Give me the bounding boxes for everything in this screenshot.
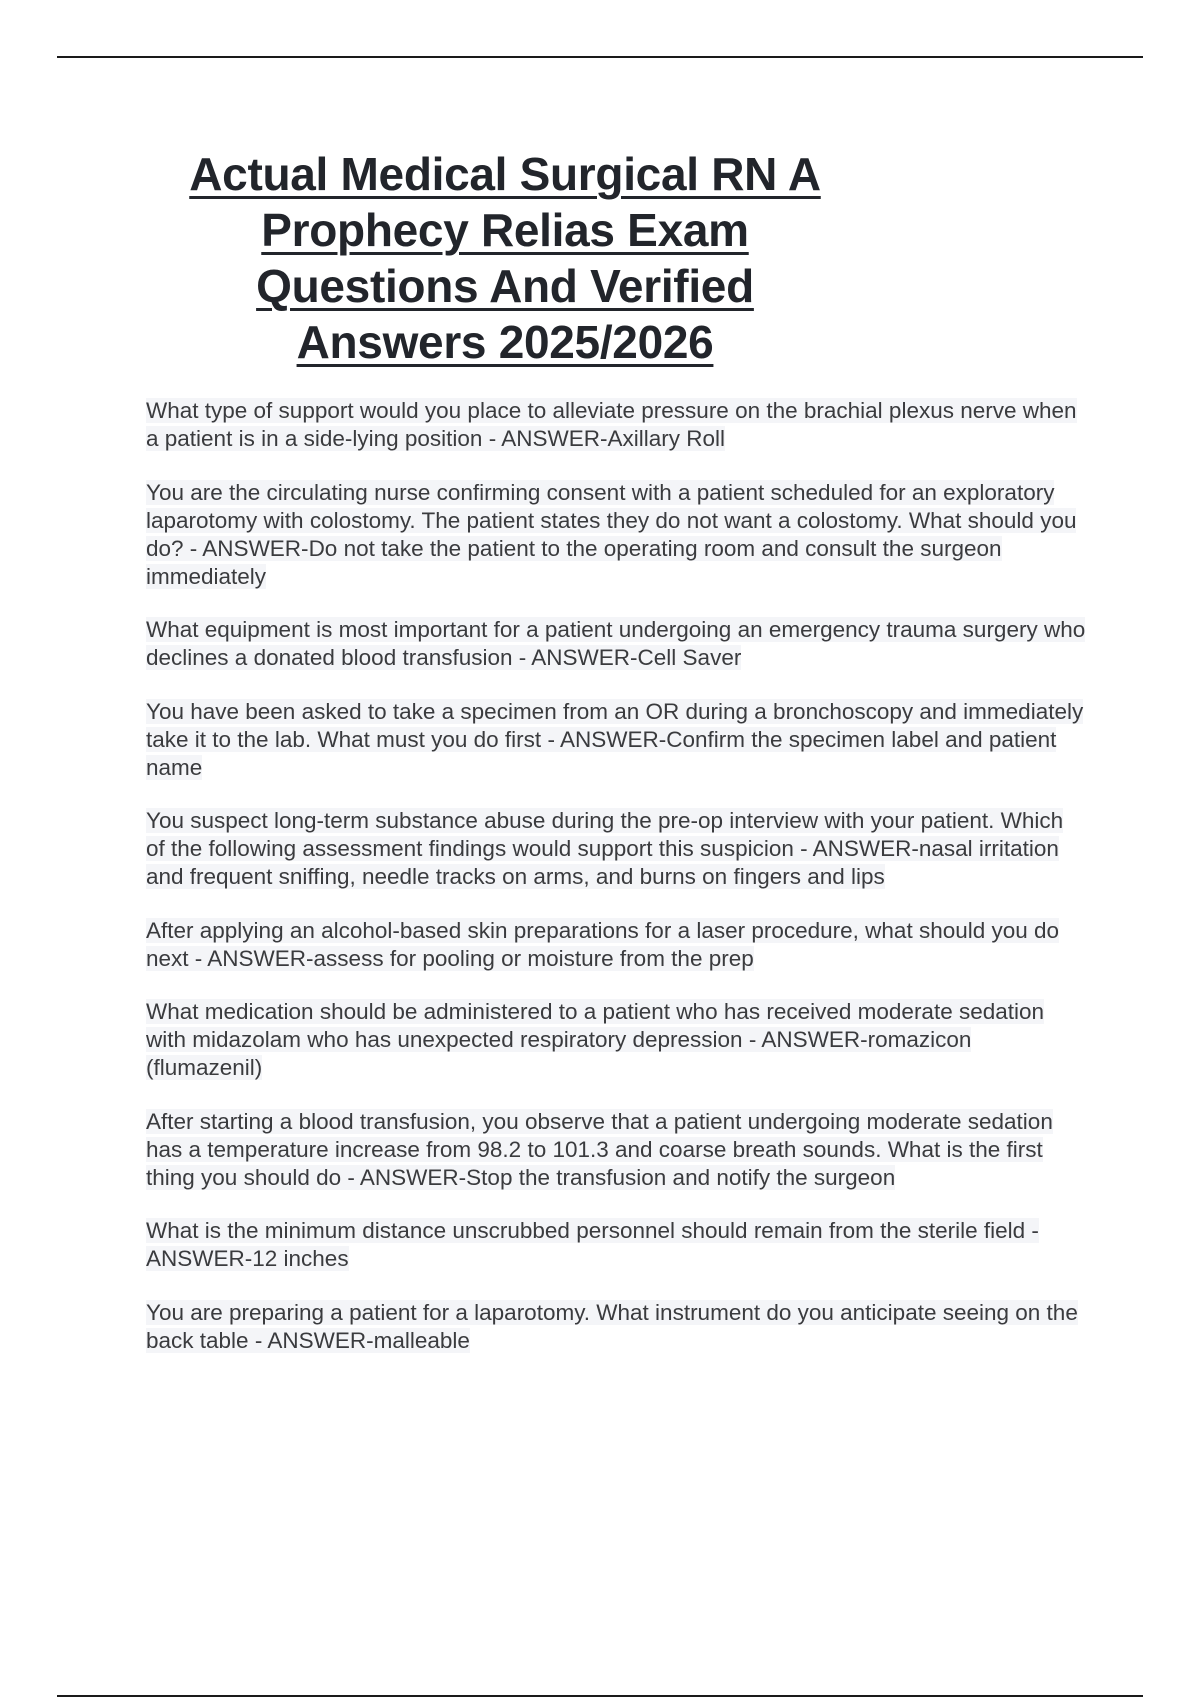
question-text: You have been asked to take a specimen from an OR during a bronchoscopy and immediately take it to the lab. What must you do first — [146, 698, 1084, 752]
qa-item — [146, 1217, 1086, 1273]
question-text: After applying an alcohol-based skin preparations for a laser procedure, what should you do next — [146, 917, 1060, 971]
qa-item — [146, 807, 1086, 891]
answer-separator: - ANSWER- — [341, 1164, 467, 1190]
question-text: What is the minimum distance unscrubbed personnel should remain from the sterile field — [146, 1218, 1026, 1243]
answer-text: romazicon (flumazenil) — [146, 1027, 972, 1080]
question-text: What medication should be administered to a patient who has received moderate sedation with midazolam who has unexpected respiratory depression — [146, 999, 1045, 1052]
question-text: You are preparing a patient for a laparotomy. What instrument do you anticipate seeing on the back table — [146, 1299, 1078, 1353]
qa-item — [146, 616, 1086, 672]
answer-separator: - ANSWER- — [146, 1218, 1039, 1271]
answer-separator: - ANSWER- — [512, 645, 638, 670]
question-text: You suspect long-term substance abuse during the pre-op interview with your patient. Which of the following assessment findings would support this suspicion — [146, 808, 1064, 861]
answer-separator: - ANSWER- — [188, 945, 314, 971]
answer-separator: - ANSWER- — [183, 535, 309, 561]
question-text: You are the circulating nurse confirming consent with a patient scheduled for an exploratory laparotomy with colostomy. The patient states they do not want a colostomy. What should you do? — [146, 479, 1077, 561]
answer-text: 12 inches — [252, 1246, 349, 1271]
qa-item — [146, 998, 1086, 1082]
answer-separator: - ANSWER- — [482, 426, 608, 451]
answer-separator: - ANSWER- — [541, 726, 667, 752]
qa-item — [146, 397, 1086, 453]
answer-text: Stop the transfusion and notify the surgeon — [466, 1164, 896, 1190]
qa-list — [146, 397, 1086, 1380]
title-line: Questions And Verified — [256, 260, 754, 312]
qa-item — [146, 1108, 1086, 1192]
question-text: What equipment is most important for a patient undergoing an emergency trauma surgery who declines a donated blood transfusion — [146, 617, 1086, 670]
answer-separator: - ANSWER- — [248, 1327, 374, 1353]
top-rule — [57, 56, 1143, 58]
bottom-rule — [57, 1695, 1143, 1697]
answer-text: nasal irritation and frequent sniffing, needle tracks on arms, and burns on fingers and lips — [146, 836, 1059, 889]
qa-item — [146, 698, 1086, 782]
answer-text: assess for pooling or moisture from the prep — [313, 945, 754, 971]
answer-text: Do not take the patient to the operating room and consult the surgeon immediately — [146, 535, 1002, 589]
title-line: Answers 2025/2026 — [296, 316, 714, 368]
answer-separator: - ANSWER- — [742, 1027, 868, 1052]
document-title — [160, 146, 850, 370]
title-line: Prophecy Relias Exam — [261, 204, 749, 256]
qa-item — [146, 1299, 1086, 1355]
title-line: Actual Medical Surgical RN A — [189, 148, 821, 200]
question-text: After starting a blood transfusion, you observe that a patient undergoing moderate sedation has a temperature increase from 98.2 to 101.3 and coarse breath sounds. What is the first thing you should do — [146, 1108, 1053, 1190]
qa-item — [146, 479, 1086, 591]
answer-separator: - ANSWER- — [793, 836, 919, 861]
answer-text: Axillary Roll — [607, 426, 725, 451]
answer-text: Cell Saver — [637, 645, 742, 670]
answer-text: malleable — [373, 1327, 470, 1353]
qa-item — [146, 917, 1086, 973]
answer-text: Confirm the specimen label and patient name — [146, 726, 1057, 780]
question-text: What type of support would you place to alleviate pressure on the brachial plexus nerve when a patient is in a side-lying position — [146, 398, 1077, 451]
